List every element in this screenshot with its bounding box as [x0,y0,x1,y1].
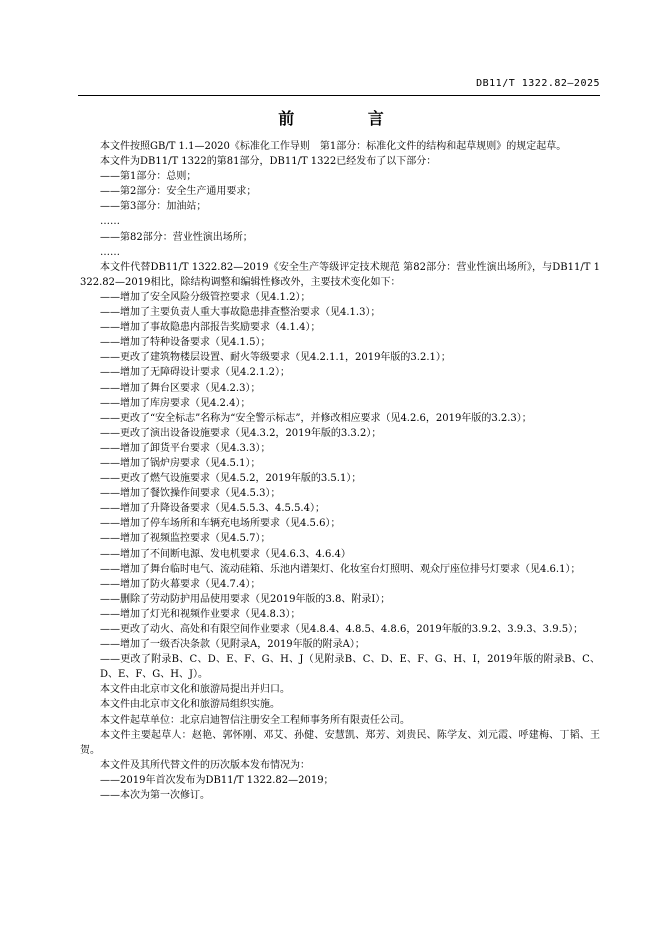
list-item-change: ——增加了防火幕要求（见4.7.4）； [100,578,261,590]
list-item-change: ——增加了一级否决条款（见附录A，2019年版的附录A）； [100,639,365,651]
list-item-change: ——删除了劳动防护用品使用要求（见2019年版的3.8、附录I）； [100,593,391,605]
paragraph-history-intro: 本文件及其所代替文件的历次版本发布情况为： [100,759,310,771]
list-item-change: ——增加了舞台临时电气、流动硅箱、乐池内谱架灯、化妆室台灯照明、观众厅座位排号灯要求（见4.6.1）； [100,563,581,575]
list-item-change: ——增加了餐饮操作间要求（见4.5.3）； [100,488,281,500]
paragraph-series-intro: 本文件为DB11/T 1322的第81部分，DB11/T 1322已经发布了以下部分： [100,156,437,168]
list-item-part: ——第1部分：总则； [100,171,197,183]
list-item-part: ——第3部分：加油站； [100,201,207,213]
list-item-change: ——更改了燃气设施要求（见4.5.2，2019年版的3.5.1）； [100,473,362,485]
list-item-change: ——更改了附录B、C、D、E、F、G、H、J（见附录B、C、D、E、F、G、H、I，2019年版的附录B、C、D、E、F、G、H、J）。 [100,654,600,681]
list-item-change: ——更改了动火、高处和有限空间作业要求（见4.8.4、4.8.5、4.8.6，2019年版的3.9.2、3.9.3、3.9.5）； [100,624,584,635]
document-code: DB11/T 1322.82—2025 [476,78,600,89]
list-item-history: ——2019年首次发布为DB11/T 1322.82—2019； [100,774,334,786]
paragraph-implementer: 本文件由北京市文化和旅游局组织实施。 [100,699,280,711]
list-item-change: ——增加了锅炉房要求（见4.5.1）； [100,457,261,469]
list-item-ellipsis: …… [100,216,120,228]
list-item-change: ——更改了建筑物楼层设置、耐火等级要求（见4.2.1.1，2019年版的3.2.1）； [100,352,451,364]
list-item-change: ——增加了升降设备要求（见4.5.5.3、4.5.5.4）； [100,503,325,515]
list-item-change: ——增加了事故隐患内部报告奖励要求（4.1.4）； [100,322,321,334]
list-item-ellipsis: …… [100,246,120,258]
list-item-change: ——增加了灯光和视频作业要求（见4.8.3）； [100,608,301,620]
list-item-change: ——增加了不间断电源、发电机要求（见4.6.3、4.6.4） [100,548,351,560]
list-item-part: ——第82部分：营业性演出场所； [100,231,253,243]
list-item-change: ——增加了舞台区要求（见4.2.3）； [100,382,261,394]
list-item-change: ——增加了特种设备要求（见4.1.5）； [100,337,271,349]
list-item-change: ——更改了“安全标志”名称为“安全警示标志”，并修改相应要求（见4.2.6，2019年版的3.2.3）； [100,412,532,424]
paragraph-drafters: 本文件主要起草人：赵艳、郭怀刚、邓艾、孙健、安慧凯、郑芳、刘贵民、陈学友、刘元霞、呼建梅、丁韬、王贺。 [80,729,600,756]
list-item-change: ——更改了演出设备设施要求（见4.3.2，2019年版的3.3.2）； [100,427,382,439]
paragraph-replacement: 本文件代替DB11/T 1322.82—2019《安全生产等级评定技术规范 第82部分：营业性演出场所》，与DB11/T 1322.82—2019相比，除结构调整和编辑性修改外，主要技术变化如下： [80,261,600,288]
list-item-change: ——增加了卸货平台要求（见4.3.3）； [100,442,271,454]
list-item-change: ——增加了无障碍设计要求（见4.2.1.2）； [100,367,290,379]
list-item-change: ——增加了库房要求（见4.2.4）； [100,397,251,409]
paragraph-drafting-basis: 本文件按照GB/T 1.1—2020《标准化工作导则 第1部分：标准化文件的结构和起草规则》的规定起草。 [100,141,567,152]
foreword-body [80,139,600,803]
list-item-change: ——增加了停车场所和车辆充电场所要求（见4.5.6）； [100,518,341,530]
list-item-change: ——增加了视频监控要求（见4.5.7）； [100,533,271,545]
list-item-change: ——增加了安全风险分级管控要求（见4.1.2）； [100,291,311,303]
list-item-history: ——本次为第一次修订。 [100,790,210,802]
paragraph-drafting-unit: 本文件起草单位：北京启迪智信注册安全工程师事务所有限责任公司。 [100,714,410,726]
list-item-part: ——第2部分：安全生产通用要求； [100,186,257,198]
paragraph-proposer: 本文件由北京市文化和旅游局提出并归口。 [100,684,290,696]
header-rule [78,95,600,96]
list-item-change: ——增加了主要负责人重大事故隐患排查整治要求（见4.1.3）； [100,307,381,319]
page-title: 前 言 [278,109,418,128]
